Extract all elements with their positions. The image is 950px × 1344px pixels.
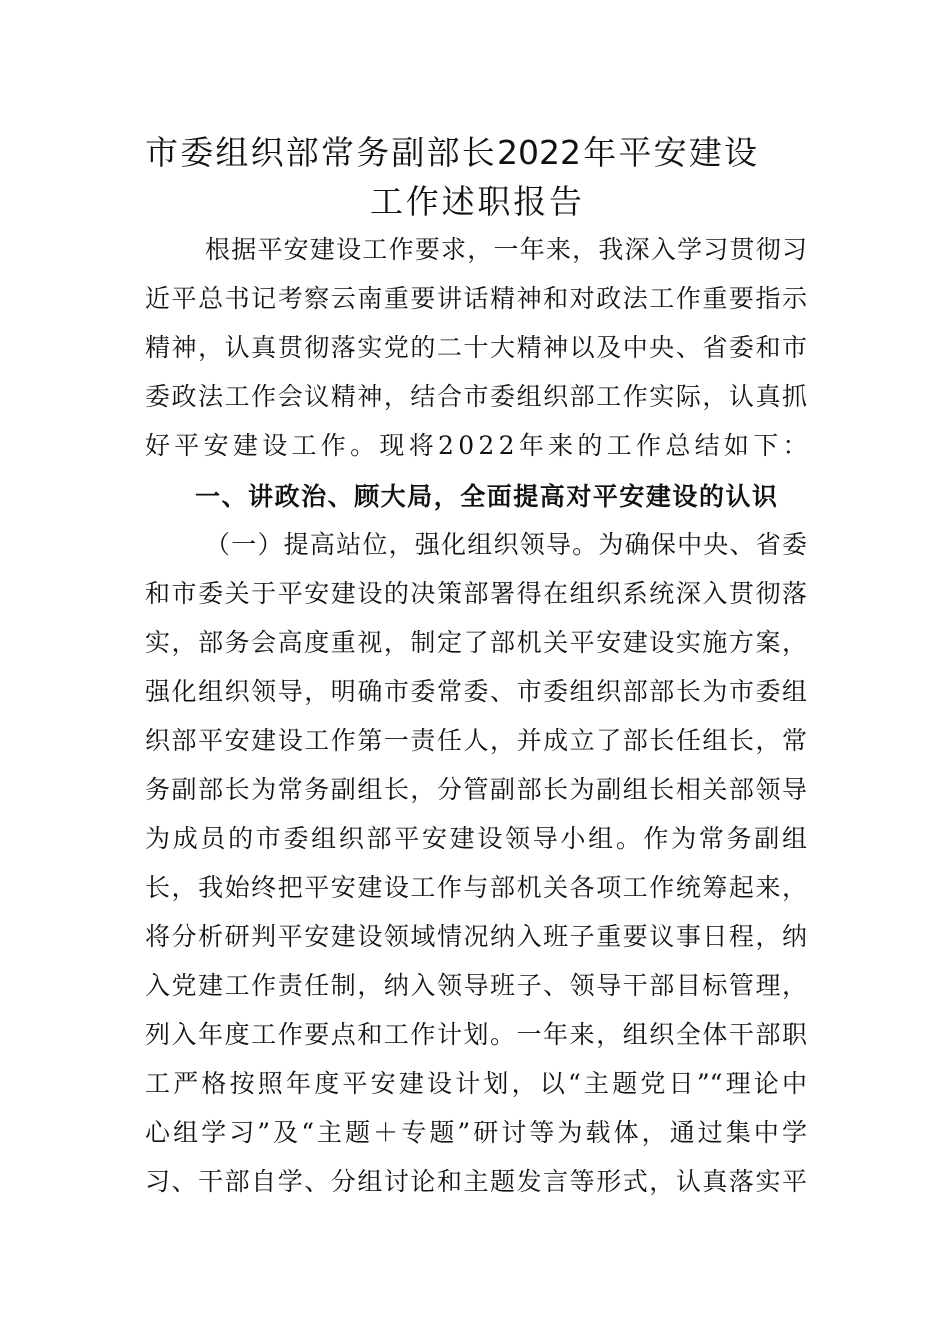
- text-line: 根据平安建设工作要求，一年来，我深入学习贯彻习: [205, 235, 807, 264]
- document-title-line-1: 市委组织部常务副部长2022年平安建设: [145, 133, 757, 172]
- text-line: 近平总书记考察云南重要讲话精神和对政法工作重要指示: [145, 284, 807, 313]
- section-heading: 一、讲政治、顾大局，全面提高对平安建设的认识: [195, 482, 777, 511]
- text-line: 务副部长为常务副组长，分管副部长为副组长相关部领导: [145, 775, 807, 804]
- text-line: 习、干部自学、分组讨论和主题发言等形式，认真落实平: [145, 1167, 807, 1196]
- text-line: 为成员的市委组织部平安建设领导小组。作为常务副组: [145, 824, 807, 853]
- text-line: 长，我始终把平安建设工作与部机关各项工作统筹起来，: [145, 873, 807, 902]
- text-line: 织部平安建设工作第一责任人，并成立了部长任组长，常: [145, 726, 807, 755]
- text-line: 强化组织领导，明确市委常委、市委组织部部长为市委组: [145, 677, 807, 706]
- text-line: 入党建工作责任制，纳入领导班子、领导干部目标管理，: [145, 971, 807, 1000]
- text-line: 列入年度工作要点和工作计划。一年来，组织全体干部职: [145, 1020, 807, 1049]
- text-line: 工严格按照年度平安建设计划，以“主题党日”“理论中: [145, 1069, 807, 1098]
- text-line: 和市委关于平安建设的决策部署得在组织系统深入贯彻落: [145, 579, 807, 608]
- text-line: （一）提高站位，强化组织领导。为确保中央、省委: [205, 530, 807, 559]
- text-line: 好平安建设工作。现将2022年来的工作总结如下：: [145, 431, 812, 460]
- text-line: 委政法工作会议精神，结合市委组织部工作实际，认真抓: [145, 382, 807, 411]
- text-line: 心组学习”及“主题＋专题”研讨等为载体，通过集中学: [145, 1118, 807, 1147]
- text-line: 将分析研判平安建设领域情况纳入班子重要议事日程，纳: [145, 922, 807, 951]
- text-line: 精神，认真贯彻落实党的二十大精神以及中央、省委和市: [145, 333, 807, 362]
- text-line: 实，部务会高度重视，制定了部机关平安建设实施方案，: [145, 628, 807, 657]
- document-title-line-2: 工作述职报告: [370, 182, 582, 221]
